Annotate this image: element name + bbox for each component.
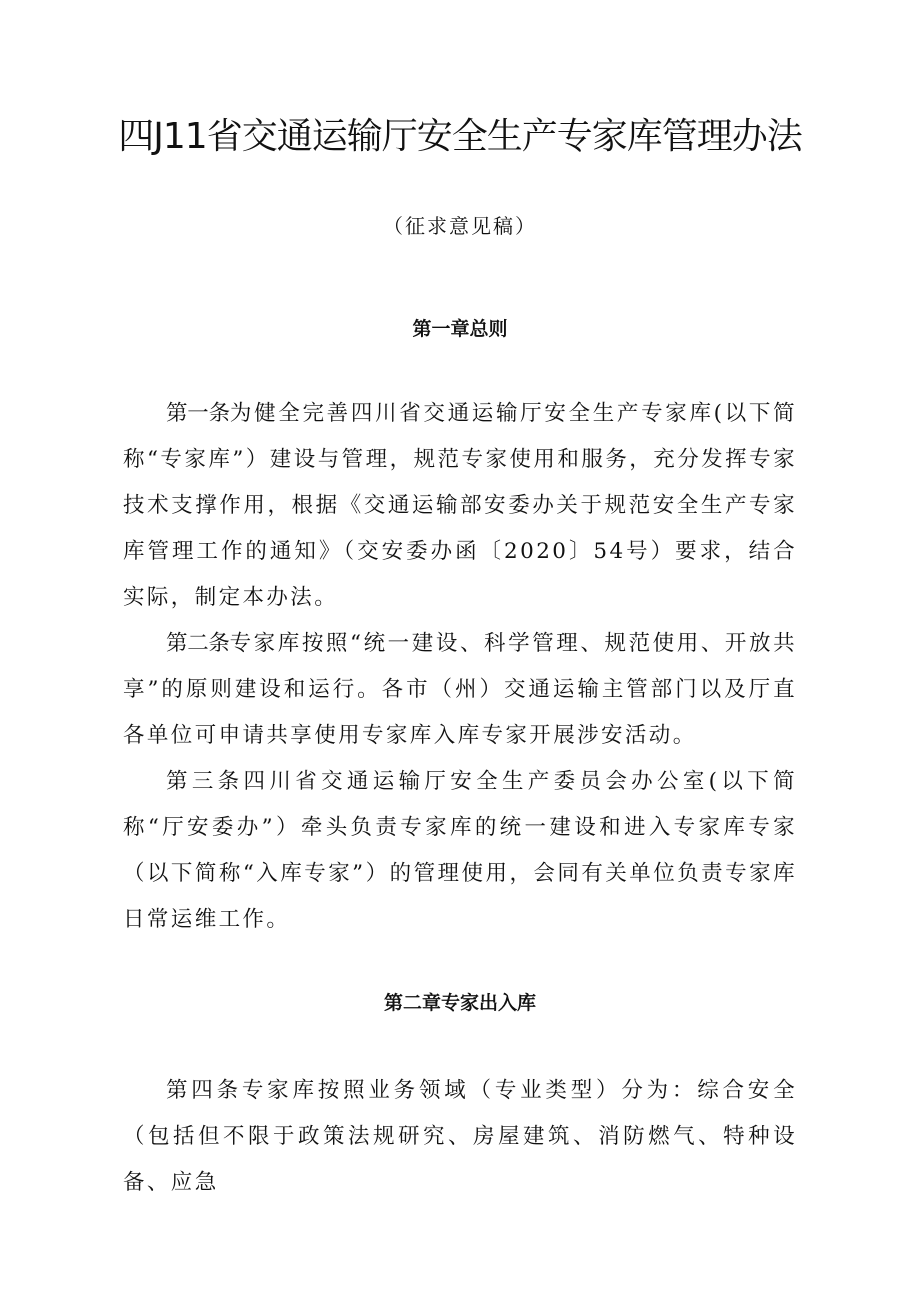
article-1 [123, 391, 797, 621]
article-3-text: 第三条四川省交通运输厅安全生产委员会办公室(以下简称“厅安委办”）牵头负责专家库的统一建设和进入专家库专家（以下简称“入库专家”）的管理使用，会同有关单位负责专家库日常运维工作。 [123, 769, 797, 932]
article-2 [123, 621, 797, 759]
article-1-lead: 第一条 [166, 401, 230, 426]
article-4-text: 第四条专家库按照业务领域（专业类型）分为：综合安全（包括但不限于政策法规研究、房屋建筑、消防燃气、特种设备、应急 [123, 1078, 797, 1195]
article-2-lead: 第二条 [166, 631, 230, 656]
chapter-2-heading: 第二章专家出入库 [383, 992, 536, 1014]
document-title: 四J11省交通运输厅安全生产专家库管理办法 [118, 116, 802, 157]
article-1-text: 为健全完善四川省交通运输厅安全生产专家库(以下简称“专家库”）建设与管理，规范专家使用和服务，充分发挥专家技术支撑作用，根据《交通运输部安委办关于规范安全生产专家库管理工作的通知》（交安委办函〔2020〕54号）要求，结合实际，制定本办法。 [123, 401, 797, 610]
document-subtitle: （征求意见稿） [383, 214, 537, 238]
chapter-1-heading: 第一章总则 [412, 318, 508, 340]
article-4 [123, 1068, 797, 1206]
article-3 [123, 759, 797, 943]
article-2-text: 专家库按照“统一建设、科学管理、规范使用、开放共享”的原则建设和运行。各市（州）交通运输主管部门以及厅直各单位可申请共享使用专家库入库专家开展涉安活动。 [123, 631, 797, 748]
